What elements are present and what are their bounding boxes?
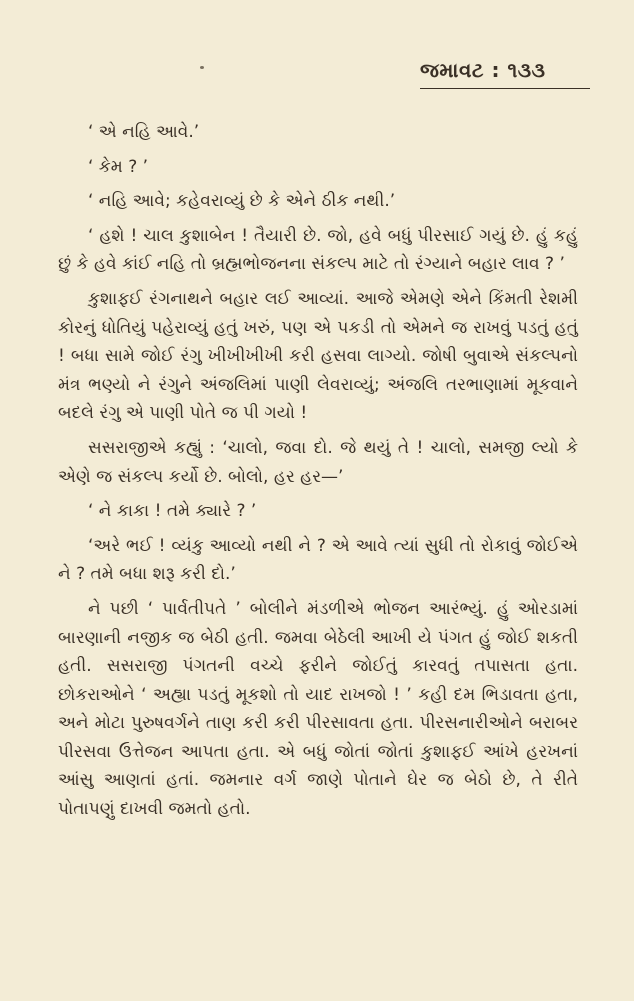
running-head: જમાવટ : ૧૩૩: [420, 58, 546, 82]
ink-speck: [200, 66, 204, 69]
body-text: [58, 118, 578, 830]
paragraph: ‘ નહિ આવે; કહેવરાવ્યું છે કે એને ઠીક નથી.’: [88, 191, 396, 212]
paragraph: ‘ કેમ ? ’: [88, 156, 149, 177]
paragraph: ‘અરે ભઈ ! વ્યંકુ આવ્યો નથી ને ? એ આવે ત્યાં સુધી તો રોકાવું જોઈએ ને ? તમે બધા શરૂ કરી દો.’: [58, 535, 578, 585]
paragraph: ‘ હશે ! ચાલ કુશાબેન ! તૈયારી છે. જો, હવે બધું પીરસાઈ ગયું છે. હું કહું છું કે હવે કાંઈ નહિ તો બ્રહ્મભોજનના સંકલ્પ માટે તો રંગ્યાને બહાર લાવ ? ’: [58, 225, 578, 275]
paragraph: ‘ ને કાકા ! તમે ક્યારે ? ’: [88, 501, 257, 522]
header-rule: [420, 88, 590, 89]
page-header: [420, 58, 600, 89]
paragraph: સસરાજીએ કહ્યું : ‘ચાલો, જવા દો. જે થયું તે ! ચાલો, સમજી લ્યો કે એણે જ સંકલ્પ કર્યો છે. બોલો, હર હર—’: [58, 437, 578, 487]
paragraph: કુશાફઈ રંગનાથને બહાર લઈ આવ્યાં. આજે એમણે એને કિંમતી રેશમી કોરનું ધોતિયું પહેરાવ્યું હતું ખરું, પણ એ પકડી તો એમને જ રાખવું પડતું હતું ! બધા સામે જોઈ રંગુ ખીખીખીખી કરી હસવા લાગ્યો. જોષી બુવાએ સંકલ્પનો મંત્ર ભણ્યો ને રંગુને અંજલિમાં પાણી લેવરાવ્યું; અંજલિ તરભાણામાં મૂકવાને બદલે રંગુ એ પાણી પોતે જ પી ગયો !: [58, 288, 578, 424]
paragraph: ને પછી ‘ પાર્વતીપતે ’ બોલીને મંડળીએ ભોજન આરંભ્યું. હું ઓરડામાં બારણાની નજીક જ બેઠી હતી. જમવા બેઠેલી આખી યે પંગત હું જોઈ શકતી હતી. સસરાજી પંગતની વચ્ચે ફરીને જોઈતું કારવતું તપાસતા હતા. છોકરાઓને ‘ અહ્યા પડતું મૂકશો તો યાદ રાખજો ! ’ કહી દમ ભિડાવતા હતા, અને મોટા પુરુષવર્ગને તાણ કરી કરી પીરસાવતા હતા. પીરસનારીઓને બરાબર પીરસવા ઉત્તેજન આપતા હતા. એ બધું જોતાં જોતાં કુશાફઈ આંખે હરખનાં આંસુ આણતાં હતાં. જમનાર વર્ગ જાણે પોતાને ઘેર જ બેઠો છે, તે રીતે પોતાપણું દાખવી જમતો હતો.: [58, 598, 578, 820]
paragraph: ‘ એ નહિ આવે.’: [88, 122, 200, 142]
